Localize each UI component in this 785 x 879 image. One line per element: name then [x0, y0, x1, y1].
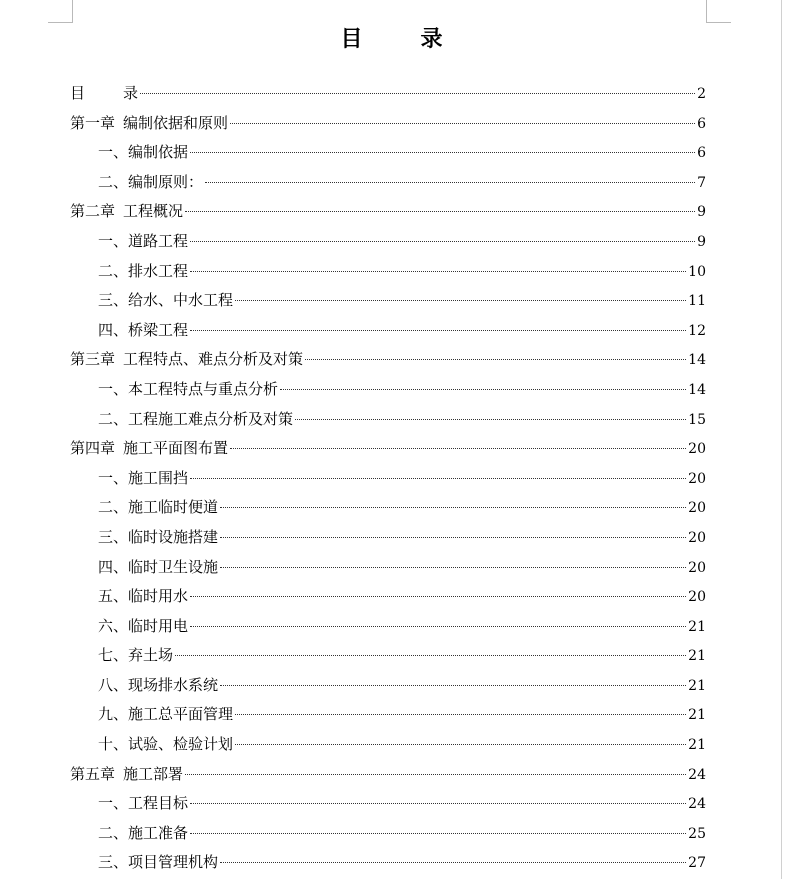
toc-entry-title [98, 612, 188, 642]
toc-entry-title [70, 345, 303, 375]
toc-entry-number: 六、 [98, 616, 129, 635]
toc-page-number: 21 [688, 707, 706, 724]
dot-leader [235, 714, 686, 715]
toc-entry-text: 施工围挡 [128, 468, 189, 487]
toc-entry[interactable] [70, 700, 706, 730]
toc-page-number: 20 [688, 441, 706, 458]
toc-entry-title [98, 168, 203, 198]
page-title-right: 录 [420, 26, 445, 52]
toc-page-number: 9 [697, 204, 706, 221]
table-of-contents [70, 79, 706, 878]
toc-entry-text: 施工准备 [128, 823, 189, 842]
toc-entry-number: 一、 [98, 143, 129, 162]
toc-entry[interactable] [70, 316, 706, 346]
dot-leader [235, 744, 686, 745]
toc-entry-title [70, 79, 138, 109]
dot-leader [190, 271, 686, 272]
toc-page-number: 21 [688, 618, 706, 635]
page-title [0, 24, 785, 54]
toc-entry-text: 施工临时便道 [128, 498, 219, 517]
margin-corner-mark-right [706, 0, 731, 23]
toc-entry-number: 九、 [98, 705, 129, 724]
toc-entry-text: 工程目标 [128, 794, 189, 813]
toc-page-number: 21 [688, 737, 706, 754]
toc-entry-title [70, 760, 183, 790]
toc-entry-text: 本工程特点与重点分析 [128, 379, 279, 398]
toc-entry[interactable] [70, 464, 706, 494]
dot-leader [140, 93, 695, 94]
toc-entry-title [98, 257, 188, 287]
toc-entry-text: 工程特点、难点分析及对策 [123, 350, 304, 369]
dot-leader [190, 626, 686, 627]
toc-entry-text: 项目管理机构 [128, 853, 219, 872]
page-edge [781, 0, 782, 879]
toc-entry-text: 编制依据和原则 [123, 113, 229, 132]
toc-entry-number: 二、 [98, 823, 129, 842]
toc-page-number: 20 [688, 559, 706, 576]
toc-page-number: 20 [688, 589, 706, 606]
toc-entry-title [98, 138, 188, 168]
toc-entry-text: 编制原则： [128, 172, 204, 191]
dot-leader [220, 862, 686, 863]
dot-leader [190, 478, 686, 479]
toc-page-number: 6 [697, 145, 706, 162]
dot-leader [175, 655, 686, 656]
toc-entry-title [98, 405, 293, 435]
dot-leader [190, 833, 686, 834]
toc-entry-text: 施工总平面管理 [128, 705, 234, 724]
toc-entry-title [70, 197, 183, 227]
toc-entry-number: 五、 [98, 587, 129, 606]
toc-entry-text: 试验、检验计划 [128, 735, 234, 754]
toc-page-number: 9 [697, 233, 706, 250]
dot-leader [220, 567, 686, 568]
toc-entry-text: 给水、中水工程 [128, 291, 234, 310]
toc-page-number: 10 [688, 263, 706, 280]
toc-entry-title [70, 434, 228, 464]
dot-leader [235, 300, 686, 301]
toc-entry-number: 第二章 [70, 202, 116, 221]
page-title-left: 目 [340, 26, 365, 52]
toc-entry-number: 二、 [98, 498, 129, 517]
toc-entry-title [98, 523, 218, 553]
dot-leader [295, 419, 686, 420]
toc-entry-title [98, 730, 233, 760]
toc-page-number: 24 [688, 766, 706, 783]
dot-leader [220, 685, 686, 686]
toc-entry-text: 施工部署 [123, 764, 184, 783]
toc-entry-number: 一、 [98, 231, 129, 250]
toc-page-number: 20 [688, 470, 706, 487]
toc-entry-number: 第五章 [70, 764, 116, 783]
toc-page-number: 25 [688, 825, 706, 842]
dot-leader [190, 330, 686, 331]
toc-entry-title [98, 227, 188, 257]
toc-entry-title [98, 582, 188, 612]
dot-leader [190, 803, 686, 804]
toc-entry-title [98, 553, 218, 583]
toc-entry-title [98, 286, 233, 316]
dot-leader [190, 596, 686, 597]
toc-entry[interactable] [70, 227, 706, 257]
toc-entry[interactable] [70, 138, 706, 168]
dot-leader [190, 241, 695, 242]
toc-entry[interactable] [70, 493, 706, 523]
toc-entry-number: 八、 [98, 675, 129, 694]
toc-entry-number: 四、 [98, 320, 129, 339]
toc-entry[interactable] [70, 671, 706, 701]
toc-entry-number: 一、 [98, 794, 129, 813]
toc-entry-number: 七、 [98, 646, 129, 665]
toc-entry[interactable] [70, 405, 706, 435]
toc-entry-title [98, 316, 188, 346]
toc-entry-number: 二、 [98, 172, 129, 191]
toc-entry[interactable] [70, 641, 706, 671]
toc-entry-text: 排水工程 [128, 261, 189, 280]
toc-page-number: 14 [688, 352, 706, 369]
dot-leader [305, 359, 686, 360]
toc-entry-text: 工程施工难点分析及对策 [128, 409, 294, 428]
toc-entry-title [98, 671, 218, 701]
dot-leader [185, 211, 695, 212]
toc-entry[interactable] [70, 789, 706, 819]
toc-page-number: 21 [688, 677, 706, 694]
toc-entry-text: 编制依据 [128, 143, 189, 162]
toc-entry-text: 弃土场 [128, 646, 174, 665]
toc-entry-title [98, 375, 278, 405]
toc-entry-number: 二、 [98, 261, 129, 280]
toc-entry[interactable] [70, 345, 706, 375]
toc-page-number: 27 [688, 855, 706, 872]
dot-leader [280, 389, 686, 390]
toc-entry[interactable] [70, 375, 706, 405]
toc-page-number: 2 [697, 86, 706, 102]
toc-entry-number: 十、 [98, 735, 129, 754]
toc-entry-number: 一、 [98, 468, 129, 487]
toc-page-number: 21 [688, 648, 706, 665]
toc-entry-title [70, 109, 228, 139]
toc-entry-number: 二、 [98, 409, 129, 428]
toc-entry[interactable] [70, 523, 706, 553]
toc-entry[interactable] [70, 168, 706, 198]
dot-leader [230, 448, 686, 449]
dot-leader [190, 152, 695, 153]
toc-entry-number: 一、 [98, 379, 129, 398]
toc-page-number: 6 [697, 115, 706, 132]
toc-page-number: 14 [688, 381, 706, 398]
toc-entry[interactable] [70, 257, 706, 287]
toc-entry-number: 三、 [98, 291, 129, 310]
toc-entry-number: 第四章 [70, 439, 116, 458]
toc-page-number: 12 [688, 322, 706, 339]
toc-page-number: 15 [688, 411, 706, 428]
toc-entry-title [98, 789, 188, 819]
toc-entry-text: 工程概况 [123, 202, 184, 221]
toc-entry-number: 四、 [98, 557, 129, 576]
toc-page-number: 7 [697, 174, 706, 191]
toc-entry-text: 临时用水 [128, 587, 189, 606]
toc-entry-text: 临时设施搭建 [128, 527, 219, 546]
toc-entry-text: 道路工程 [128, 231, 189, 250]
toc-entry-text: 桥梁工程 [128, 320, 189, 339]
toc-page-number: 24 [688, 796, 706, 813]
dot-leader [185, 774, 686, 775]
toc-page-number: 20 [688, 529, 706, 546]
toc-entry-title [98, 819, 188, 849]
toc-entry-text: 录 [123, 84, 139, 102]
toc-entry-title [98, 493, 218, 523]
toc-entry[interactable] [70, 79, 706, 109]
toc-entry-text: 施工平面图布置 [123, 439, 229, 458]
toc-entry[interactable] [70, 434, 706, 464]
toc-entry[interactable] [70, 197, 706, 227]
toc-entry[interactable] [70, 582, 706, 612]
dot-leader [205, 182, 695, 183]
toc-entry[interactable] [70, 848, 706, 878]
dot-leader [220, 537, 686, 538]
toc-entry[interactable] [70, 819, 706, 849]
toc-entry-title [98, 700, 233, 730]
dot-leader [220, 507, 686, 508]
toc-entry-text: 临时用电 [128, 616, 189, 635]
toc-entry-title [98, 464, 188, 494]
toc-entry-text: 临时卫生设施 [128, 557, 219, 576]
toc-entry-number: 三、 [98, 853, 129, 872]
toc-entry-title [98, 641, 173, 671]
toc-entry-number: 第三章 [70, 350, 116, 369]
margin-corner-mark-left [48, 0, 73, 23]
toc-entry-number: 第一章 [70, 113, 116, 132]
toc-entry[interactable] [70, 286, 706, 316]
toc-entry-title [98, 848, 218, 878]
toc-entry-text: 现场排水系统 [128, 675, 219, 694]
toc-entry[interactable] [70, 109, 706, 139]
dot-leader [230, 123, 695, 124]
toc-page-number: 11 [688, 293, 706, 310]
toc-entry[interactable] [70, 612, 706, 642]
toc-entry-number: 目 [70, 84, 86, 102]
toc-page-number: 20 [688, 500, 706, 517]
toc-entry-number: 三、 [98, 527, 129, 546]
toc-entry[interactable] [70, 730, 706, 760]
toc-entry[interactable] [70, 553, 706, 583]
toc-entry[interactable] [70, 760, 706, 790]
